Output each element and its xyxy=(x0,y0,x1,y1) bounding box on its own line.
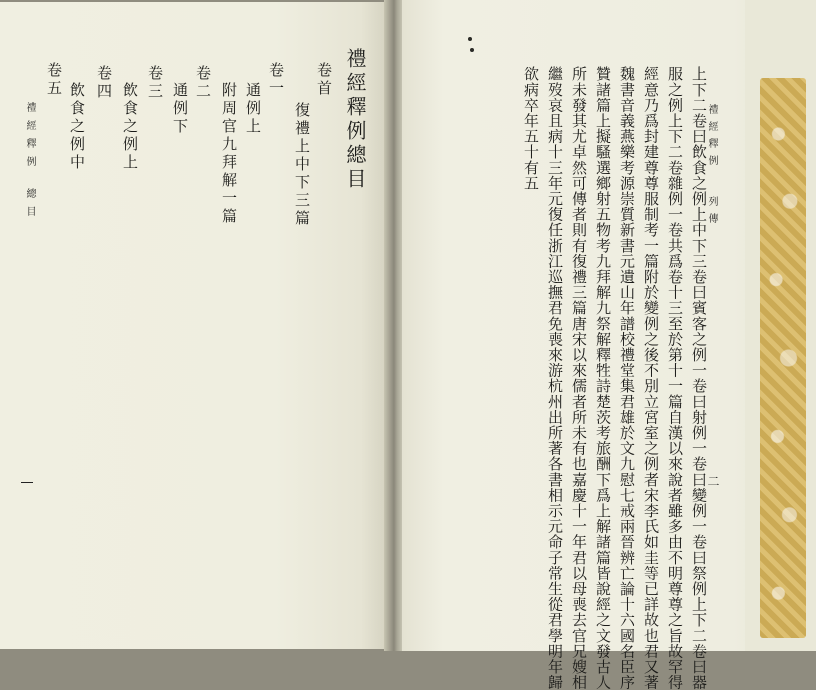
decorative-seal xyxy=(760,78,806,638)
toc-entry-yin-shi-zhong: 飲食之例中 xyxy=(68,82,86,172)
toc-title: 禮經釋例總目 xyxy=(343,48,367,192)
toc-entry-yin-shi-shang: 飲食之例上 xyxy=(121,82,139,172)
toc-entry-juan-shou: 卷首 xyxy=(315,62,333,98)
toc-entry-juan-san: 卷三 xyxy=(146,65,164,101)
right-margin-title: 禮經釋例 xyxy=(706,104,717,172)
toc-entry-juan-si: 卷四 xyxy=(95,65,113,101)
text-column-4: 魏書音義燕樂考源崇質新書元遺山年譜校禮堂集君雄於文九慰七戒兩晉辨亡論十六國名臣序 xyxy=(618,66,636,690)
text-column-6: 所未發其尤卓然可傳者則有復禮三篇唐宋以來儒者所未有也嘉慶十一年君以母喪去官兄嫂相 xyxy=(570,66,588,690)
text-column-2: 服之例上下二卷雜例一卷共爲卷十三至於第十一篇自漢以來說者雖多由不明尊尊之旨故罕得 xyxy=(666,66,684,690)
text-column-3: 經意乃爲封建尊尊服制考一篇附於變例之後不別立宮室之例者宋李氏如圭等已詳故也君又著 xyxy=(642,66,660,690)
ink-dot xyxy=(468,37,472,41)
toc-entry-tong-li-shang: 通例上 xyxy=(244,82,262,136)
right-margin-section: 列傳 xyxy=(706,196,717,230)
text-column-1: 上下二卷曰飲食之例上中下三卷曰賓客之例一卷曰射例一卷曰變例一卷曰祭例上下二卷曰器 xyxy=(690,66,708,690)
toc-entry-juan-yi: 卷一 xyxy=(267,62,285,98)
left-page xyxy=(0,2,392,649)
toc-entry-tong-li-xia: 通例下 xyxy=(171,82,189,136)
text-column-8: 欲病卒年五十有五 xyxy=(522,66,540,191)
left-margin-title: 禮經釋例 xyxy=(24,102,35,174)
toc-entry-juan-er: 卷二 xyxy=(194,65,212,101)
left-margin-section: 總目 xyxy=(24,188,35,224)
text-column-7: 繼歿哀且病十三年元復任浙江巡撫君免喪來游杭州出所著各書相示元命子常生從君學明年歸 xyxy=(546,66,564,690)
toc-entry-fu-zhou-guan: 附周官九拜解一篇 xyxy=(220,82,238,226)
toc-entry-juan-wu: 卷五 xyxy=(45,62,63,98)
toc-entry-fu-li: 復禮上中下三篇 xyxy=(293,102,311,228)
right-page-number: 二 xyxy=(706,475,720,494)
ink-dot xyxy=(470,48,474,52)
text-column-5: 贊諸篇上擬騷選鄉射五物考九拜解九祭解釋牲詩楚茨考旅酬下爲上解諸篇皆說經之文發古人 xyxy=(594,66,612,690)
left-page-number xyxy=(21,482,33,483)
